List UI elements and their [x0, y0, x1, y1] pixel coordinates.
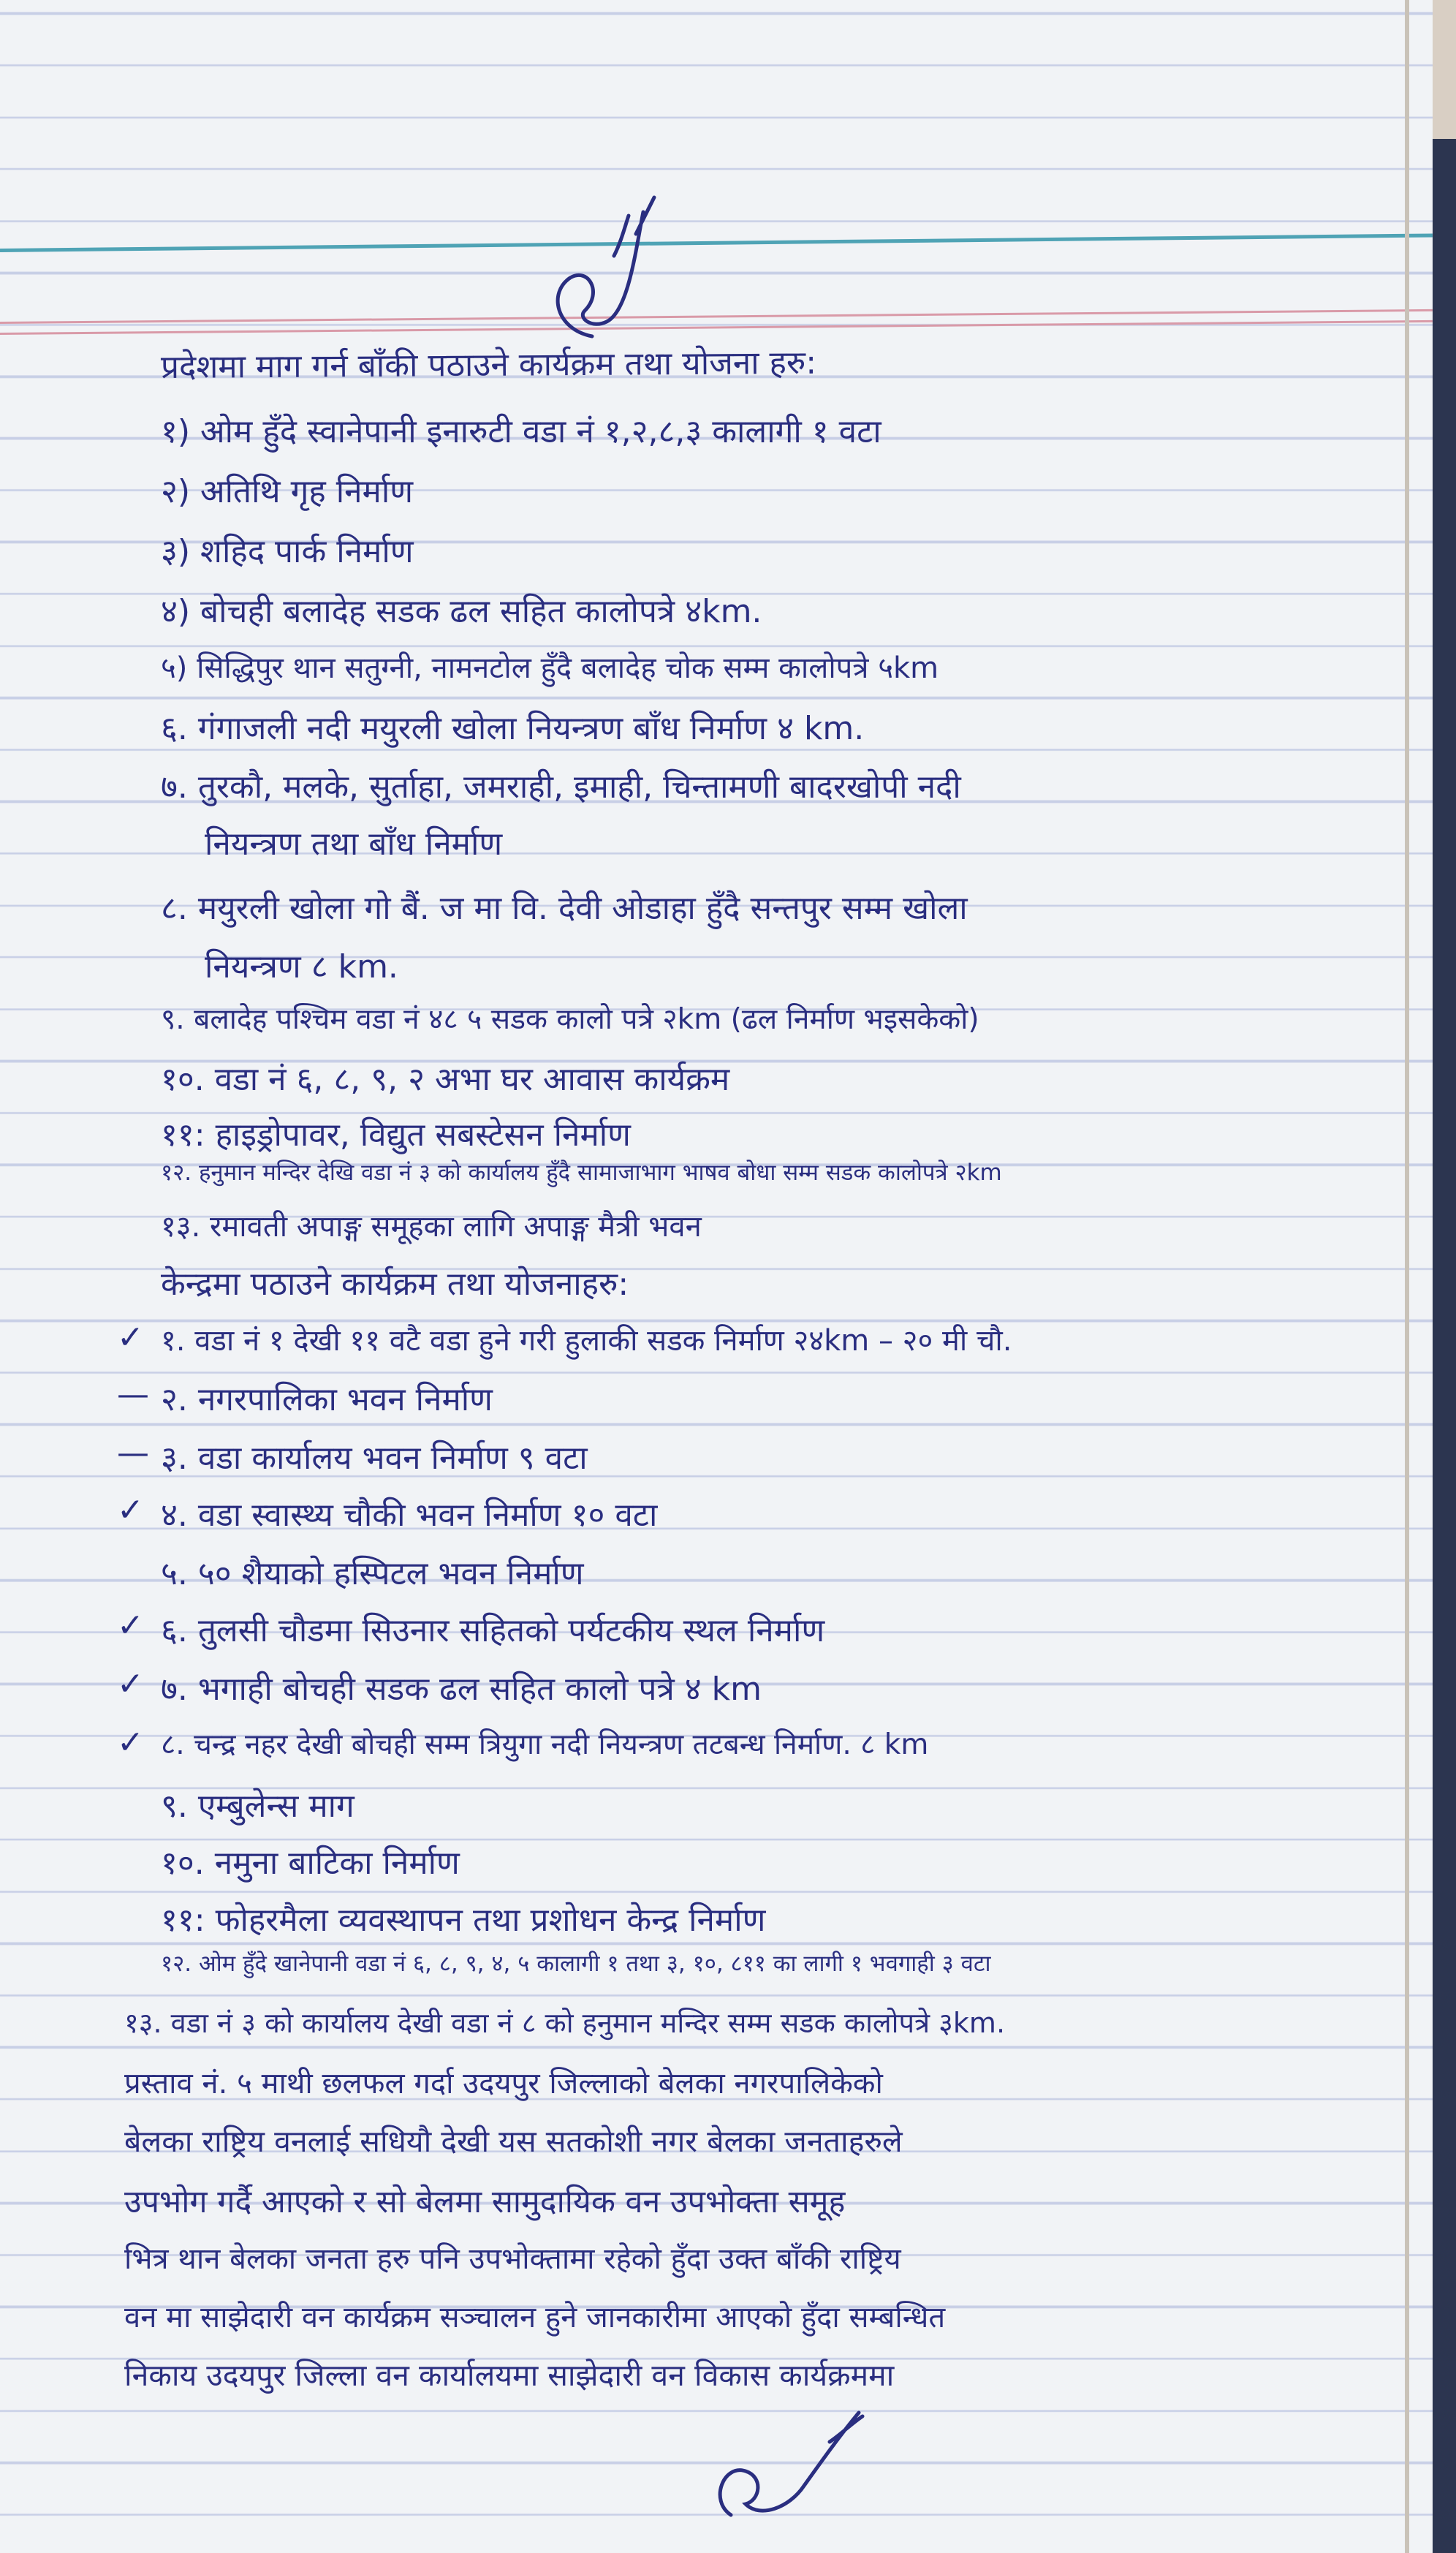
- signature-bottom-icon: [702, 2391, 877, 2537]
- central-item: [117, 1376, 493, 1420]
- provincial-item: ६. गंगाजली नदी मयुरली खोला नियन्त्रण बाँध निर्माण ४ km.: [161, 710, 865, 747]
- check-mark-icon: ✓: [117, 1319, 144, 1356]
- central-item: [117, 1319, 1012, 1359]
- central-item-text: ८. चन्द्र नहर देखी बोचही सम्म त्रियुगा नदी नियन्त्रण तटबन्ध निर्माण. ८ km: [161, 1728, 929, 1761]
- central-item-text: ११: फोहरमैला व्यवस्थापन तथा प्रशोधन केन्द्र निर्माण: [161, 1902, 766, 1939]
- provincial-item-continued: नियन्त्रण ८ km.: [205, 948, 398, 986]
- provincial-item: २) अतिथि गृह निर्माण: [161, 473, 414, 510]
- resolution-line: उपभोग गर्दै आएको र सो बेलमा सामुदायिक वन उपभोक्ता समूह: [124, 2184, 846, 2220]
- resolution-line: बेलका राष्ट्रिय वनलाई सधियौ देखी यस सतकोशी नगर बेलका जनताहरुले: [124, 2124, 903, 2159]
- central-item: [117, 1724, 929, 1763]
- central-item: [117, 1434, 588, 1478]
- central-item: [161, 1782, 354, 1826]
- provincial-item: ९. बलादेह पश्चिम वडा नं ४८ ५ सडक कालो पत्रे २km (ढल निर्माण भइसकेको): [161, 1003, 979, 1036]
- resolution-line: भित्र थान बेलका जनता हरु पनि उपभोक्तामा रहेको हुँदा उक्त बाँकी राष्ट्रिय: [124, 2242, 901, 2276]
- dash-mark-icon: —: [117, 1376, 149, 1413]
- central-item-text: १३. वडा नं ३ को कार्यालय देखी वडा नं ८ को हनुमान मन्दिर सम्म सडक कालोपत्रे ३km.: [124, 2007, 1006, 2039]
- central-item-text: १०. नमुना बाटिका निर्माण: [161, 1845, 460, 1882]
- provincial-item: १०. वडा नं ६, ८, ९, २ अभा घर आवास कार्यक्रम: [161, 1061, 730, 1098]
- central-item: [161, 1550, 584, 1594]
- central-item: [117, 1665, 762, 1709]
- provincial-item: ११: हाइड्रोपावर, विद्युत सबस्टेसन निर्माण: [161, 1116, 631, 1154]
- margin-line-blue: [0, 233, 1433, 252]
- provincial-item: १२. हनुमान मन्दिर देखि वडा नं ३ को कार्यालय हुँदै सामाजाभाग भाषव बोधा सम्म सडक कालोपत्रे २km: [161, 1160, 1002, 1186]
- provincial-item: ५) सिद्धिपुर थान सतुग्नी, नामनटोल हुँदै बलादेह चोक सम्म कालोपत्रे ५km: [161, 651, 939, 685]
- resolution-line: प्रस्ताव नं. ५ माथी छलफल गर्दा उदयपुर जिल्लाको बेलका नगरपालिकेको: [124, 2067, 883, 2100]
- signature-top-icon: [526, 183, 672, 351]
- resolution-line: वन मा साझेदारी वन कार्यक्रम सञ्चालन हुने जानकारीमा आएको हुँदा सम्बन्धित: [124, 2301, 946, 2334]
- provincial-item: १) ओम हुँदे स्वानेपानी इनारुटी वडा नं १,२,८,३ कालागी १ वटा: [161, 413, 881, 450]
- page-edge: [1405, 0, 1409, 2553]
- central-heading: केन्द्रमा पठाउने कार्यक्रम तथा योजनाहरु:: [161, 1266, 629, 1303]
- central-item: [117, 1491, 658, 1535]
- check-mark-icon: ✓: [117, 1491, 144, 1529]
- provincial-item: ३) शहिद पार्क निर्माण: [161, 533, 414, 570]
- central-item-text: १२. ओम हुँदे खानेपानी वडा नं ६, ८, ९, ४, ५ कालागी १ तथा ३, १०, ८११ का लागी १ भवगाही ३ वटा: [161, 1951, 991, 1977]
- central-item-text: ७. भगाही बोचही सडक ढल सहित कालो पत्रे ४ km: [161, 1671, 762, 1708]
- central-item-text: ४. वडा स्वास्थ्य चौकी भवन निर्माण १० वटा: [161, 1497, 658, 1534]
- margin-line-red: [0, 320, 1433, 335]
- central-item-text: ३. वडा कार्यालय भवन निर्माण ९ वटा: [161, 1440, 588, 1477]
- provincial-item: १३. रमावती अपाङ्ग समूहका लागि अपाङ्ग मैत्री भवन: [161, 1210, 702, 1244]
- dash-mark-icon: —: [117, 1434, 149, 1472]
- central-item-text: १. वडा नं १ देखी ११ वटै वडा हुने गरी हुलाकी सडक निर्माण २४km – २० मी चौ.: [161, 1324, 1012, 1358]
- resolution-line: निकाय उदयपुर जिल्ला वन कार्यालयमा साझेदारी वन विकास कार्यक्रममा: [124, 2358, 895, 2393]
- central-item-text: ५. ५० शैयाको हस्पिटल भवन निर्माण: [161, 1555, 584, 1592]
- check-mark-icon: ✓: [117, 1665, 144, 1703]
- provincial-item: ४) बोचही बलादेह सडक ढल सहित कालोपत्रे ४km.: [161, 593, 762, 630]
- central-item-text: २. नगरपालिका भवन निर्माण: [161, 1381, 493, 1418]
- provincial-item-continued: नियन्त्रण तथा बाँध निर्माण: [205, 825, 503, 863]
- central-item: [161, 1896, 765, 1940]
- central-item: [124, 2003, 1005, 2041]
- central-item-text: ९. एम्बुलेन्स माग: [161, 1788, 354, 1825]
- provincial-item: ७. तुरकौ, मलके, सुर्ताहा, जमराही, इमाही, चिन्तामणी बादरखोपी नदी: [161, 768, 961, 806]
- provincial-item: ८. मयुरली खोला गो बैं. ज मा वि. देवी ओडाहा हुँदै सन्तपुर सम्म खोला: [161, 890, 968, 927]
- central-item: [161, 1948, 991, 1978]
- central-item: [161, 1839, 460, 1883]
- check-mark-icon: ✓: [117, 1724, 144, 1761]
- check-mark-icon: ✓: [117, 1607, 144, 1644]
- provincial-heading: प्रदेशमा माग गर्न बाँकी पठाउने कार्यक्रम तथा योजना हरु:: [160, 344, 817, 386]
- central-item: [117, 1607, 825, 1651]
- central-item-text: ६. तुलसी चौडमा सिउनार सहितको पर्यटकीय स्थल निर्माण: [161, 1612, 825, 1649]
- notebook-binding: [1433, 139, 1456, 2553]
